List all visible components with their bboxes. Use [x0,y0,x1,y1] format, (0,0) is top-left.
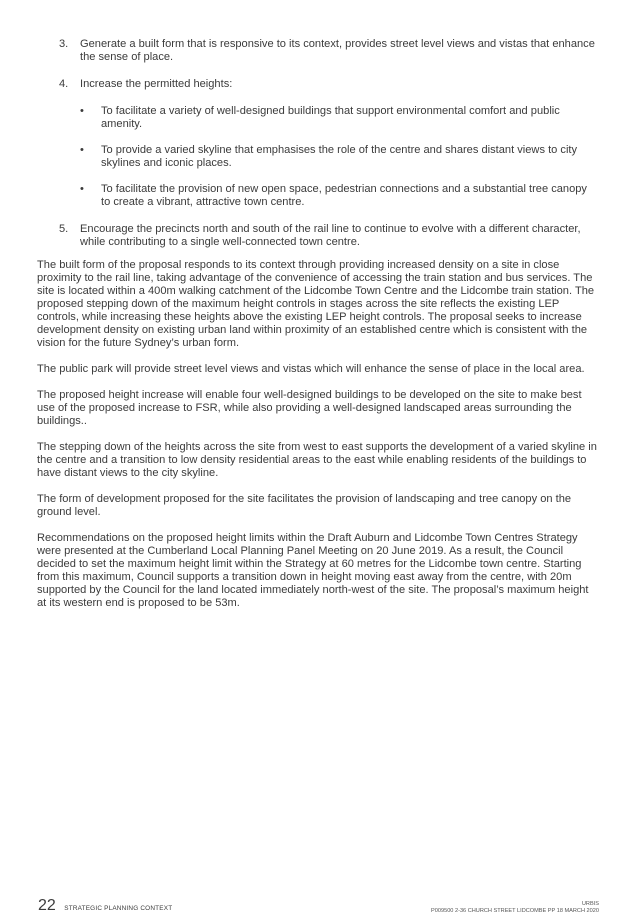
bullet-item [80,105,599,131]
bullet-text: To facilitate the provision of new open space, pedestrian connections and a substantial tree canopy to create a vibrant, attractive town centre. [101,183,587,208]
footer-right [431,901,599,915]
item-text: Increase the permitted heights: [80,78,233,90]
paragraph: The built form of the proposal responds to its context through providing increased density on a site in close proximity to the rail line, taking advantage of the convenience of accessing the train station and bus services. The site is located within a 400m walking catchment of the Lidcombe Town Centre and the Lidcombe train station. The proposed stepping down of the maximum height controls in stages across the site reflects the existing LEP controls, while increasing these heights above the existing LEP height controls. The proposal seeks to increase development density on existing urban land within proximity of an established centre which is consistent with the vision for the future Sydney’s urban form. [37,259,595,349]
bullet-text: To facilitate a variety of well-designed buildings that support environmental comfort and public amenity. [101,105,560,130]
item-text: Encourage the precincts north and south of the rail line to continue to evolve with a different character, while contributing to a single well-connected town centre. [80,223,581,248]
paragraph: The form of development proposed for the site facilitates the provision of landscaping and tree canopy on the ground level. [37,493,572,518]
footer-left [38,897,172,917]
paragraph: Recommendations on the proposed height limits within the Draft Auburn and Lidcombe Town Centres Strategy were presented at the Cumberland Local Planning Panel Meeting on 20 June 2019. As a result, the Council decided to set the maximum height limit within the Strategy at 60 metres for the Lidcombe town centre. Starting from this maximum, Council supports a transition down in height moving east away from the centre, with 20m supported by the Council for the land located immediately north-west of the site. The proposal’s maximum height at its western end is proposed to be 53m. [37,532,589,609]
bullet-text: To provide a varied skyline that emphasises the role of the centre and shares distant views to city skylines and iconic places. [101,144,578,169]
bullet-item [80,183,599,209]
bullet-icon: • [80,144,84,156]
item-number: 3. [59,38,69,50]
item-number: 5. [59,223,69,235]
bullet-icon: • [80,183,84,195]
document-reference: P009500 2-36 CHURCH STREET LIDCOMBE PP 18 MARCH 2020 [431,908,599,914]
bullet-icon: • [80,105,84,117]
item-text: Generate a built form that is responsive to its context, provides street level views and vistas that enhance the sense of place. [80,38,595,63]
paragraph: The public park will provide street level views and vistas which will enhance the sense of place in the local area. [37,363,585,375]
numbered-item-4 [37,78,599,209]
numbered-item-3 [37,38,599,64]
section-label: STRATEGIC PLANNING CONTEXT [64,905,173,912]
document-body [37,38,599,623]
item-number: 4. [59,78,69,90]
bullet-item [80,144,599,170]
bullet-list [80,105,599,209]
paragraph: The proposed height increase will enable four well-designed buildings to be developed on the site to make best use of the proposed increase to FSR, while also providing a well-designed landscaped areas surrounding the buildings.. [37,389,582,427]
brand-label: URBIS [581,901,599,907]
numbered-item-5 [37,223,599,249]
paragraph: The stepping down of the heights across the site from west to east supports the development of a varied skyline in the centre and a transition to low density residential areas to the east while enabling residents of the buildings to have distant views to the city skyline. [37,441,597,479]
page-number: 22 [38,897,56,914]
